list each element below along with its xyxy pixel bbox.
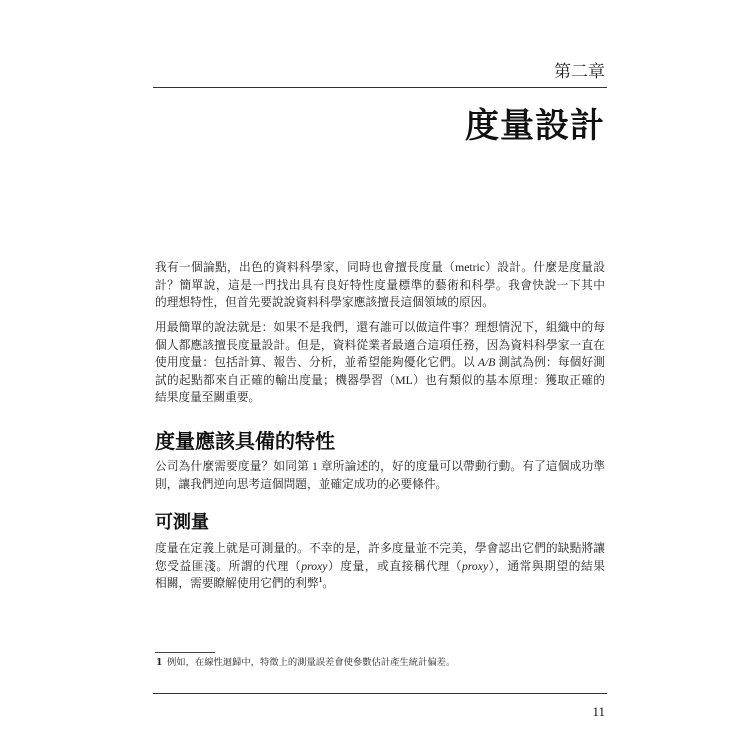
chapter-header-rule [153, 87, 607, 88]
text-line: 我有一個論點，出色的資料科學家，同時也會擅長度量（metric）設計。什麼是度量設 [155, 261, 605, 274]
chapter-title: 度量設計 [465, 106, 605, 146]
term-proxy-zh: 代理 [265, 559, 289, 573]
text-line: 結果度量至關重要。 [155, 391, 261, 404]
text-segment: ），通常與期望的結果 [488, 559, 605, 573]
subsection-heading: 可測量 [155, 512, 209, 533]
text-segment: ）度量，或直接稱 [327, 559, 427, 573]
section-2-paragraph [155, 540, 605, 593]
text-segment: 相關，需要瞭解使用它們的利弊 [155, 577, 319, 590]
chapter-number-label: 第二章 [554, 62, 605, 82]
text-segment: 測試為例：每個好測 [495, 356, 605, 369]
footnote-text: 例如，在線性迴歸中，特徵上的測量誤差會使參數估計產生統計偏差。 [167, 657, 456, 668]
italic-term: proxy [461, 559, 489, 573]
footer-rule [153, 693, 607, 694]
text-line: 用最簡單的說法就是：如果不是我們，還有誰可以做這件事？理想情況下，組織中的每 [155, 321, 605, 334]
italic-term: proxy [301, 559, 328, 573]
italic-term: A/B [477, 356, 496, 369]
term-proxy-zh: 代理 [426, 559, 450, 573]
text-line [155, 558, 605, 576]
text-segment: 。 [322, 577, 335, 590]
footnote-number: 1 [156, 657, 163, 668]
footnote [156, 656, 455, 670]
text-line [155, 575, 605, 593]
text-line: 則，讓我們逆向思考這個問題，並確定成功的必要條件。 [155, 477, 448, 491]
footnote-rule [155, 652, 215, 653]
page-number: 11 [592, 704, 605, 719]
text-line [155, 354, 605, 372]
intro-paragraph-2 [155, 319, 605, 407]
text-segment: 您受益匪淺。所謂的 [155, 559, 266, 573]
text-line: 度量在定義上就是可測量的。不幸的是，許多度量並不完美，學會認出它們的缺點將讓 [155, 542, 605, 555]
footnote-reference: 1 [318, 575, 323, 585]
text-line: 公司為什麼需要度量？如同第 1 章所論述的，好的度量可以帶動行動。有了這個成功準 [155, 460, 605, 473]
section-heading: 度量應該具備的特性 [155, 429, 335, 453]
text-segment: 使用度量：包括計算、報告、分析，並希望能夠優化它們。以 [155, 356, 478, 369]
text-line: 個人都應該擅長度量設計。但是，資料從業者最適合這項任務，因為資料科學家一直在 [155, 338, 605, 352]
text-segment: （ [449, 559, 462, 573]
text-segment: （ [288, 559, 302, 573]
text-line: 計？簡單說，這是一門找出具有良好特性度量標準的藝術和科學。我會快說一下其中 [155, 278, 605, 292]
intro-paragraph-1 [155, 259, 605, 312]
text-line: 的理想特性，但首先要說說資料科學家應該擅長這個領域的原因。 [155, 296, 494, 309]
section-1-paragraph [155, 458, 605, 493]
text-line: 試的起點都來自正確的輸出度量；機器學習（ML）也有類似的基本原理：獲取正確的 [155, 373, 605, 387]
